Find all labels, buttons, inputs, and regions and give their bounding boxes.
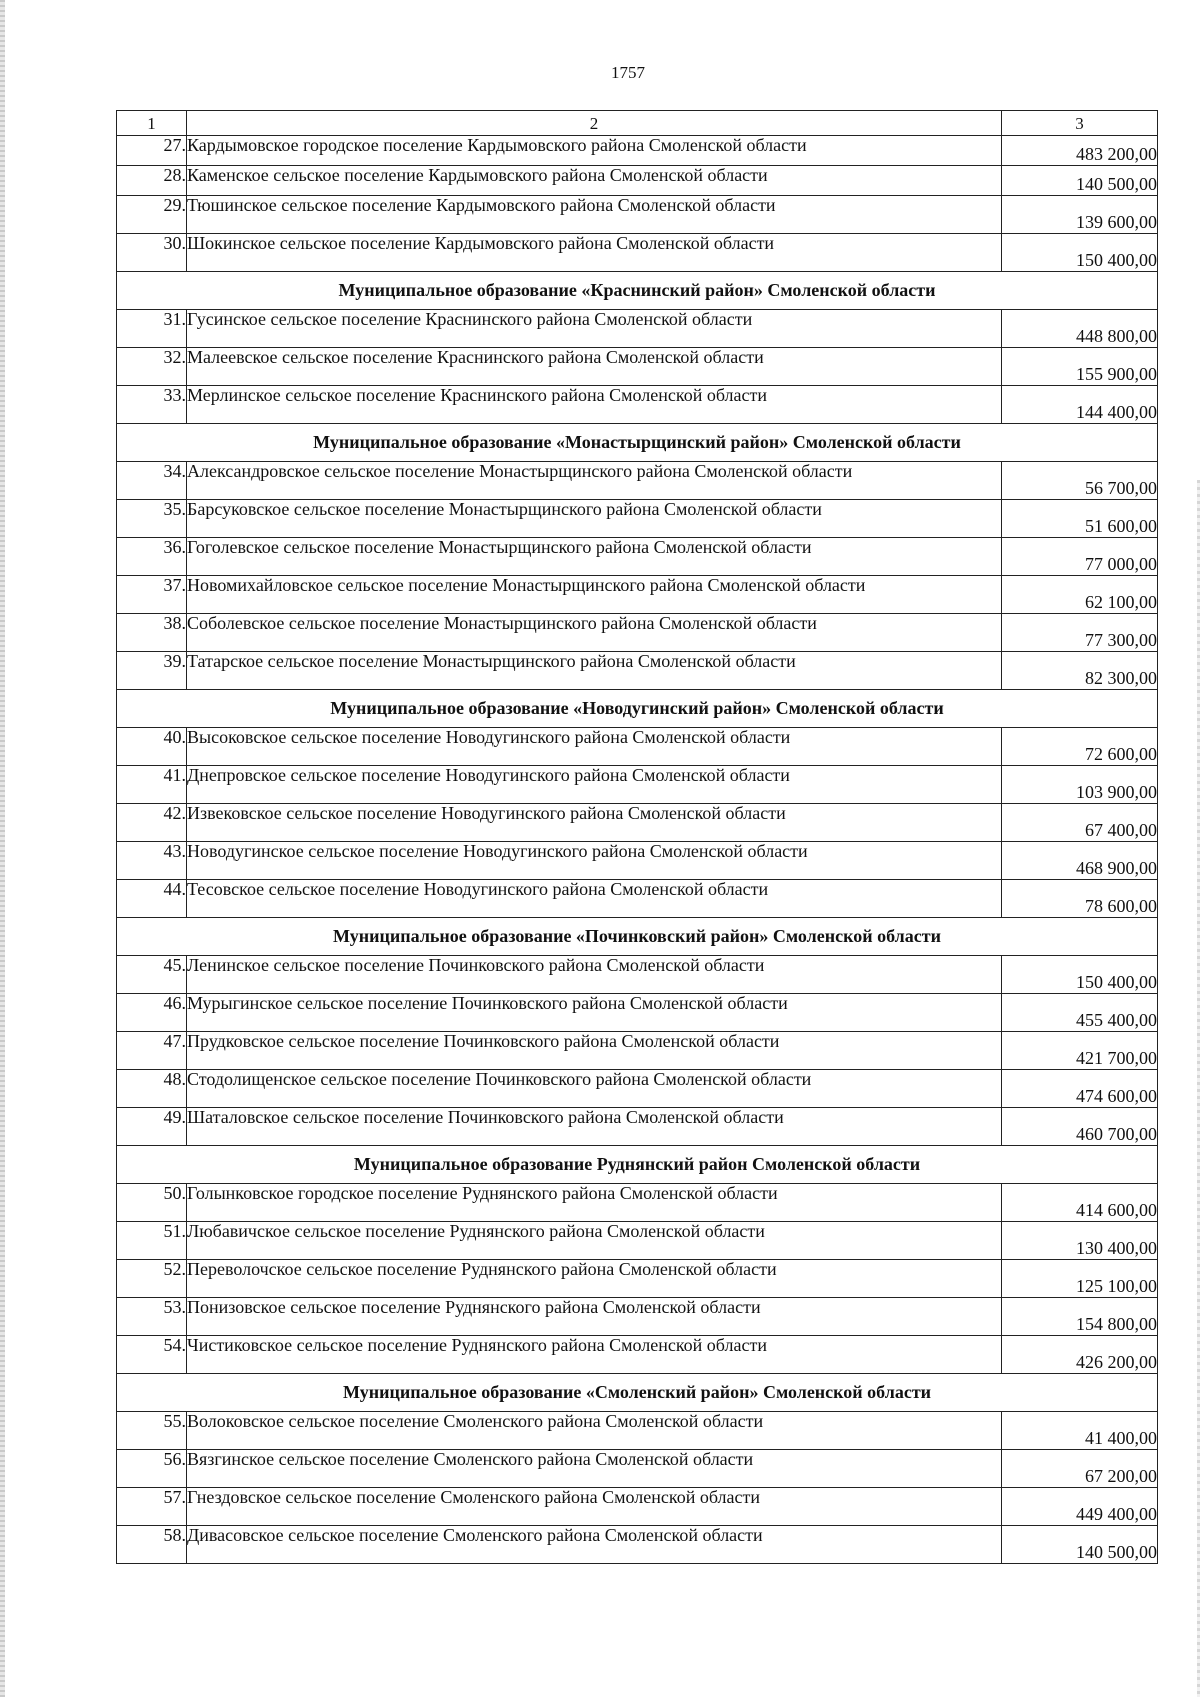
table-header-row [117,111,1158,136]
row-number: 35. [117,500,187,538]
table-row [117,1336,1158,1374]
row-number: 48. [117,1070,187,1108]
amount-value: 77 300,00 [1002,614,1158,652]
section-title: Муниципальное образование «Смоленский район» Смоленской области [117,1374,1158,1412]
table-row [117,196,1158,234]
amount-value: 67 200,00 [1002,1450,1158,1488]
settlement-name: Извековское сельское поселение Новодугинского района Смоленской области [187,804,1002,842]
amount-value: 448 800,00 [1002,310,1158,348]
settlement-name: Тесовское сельское поселение Новодугинского района Смоленской области [187,880,1002,918]
settlement-name: Кардымовское городское поселение Кардымовского района Смоленской области [187,136,1002,166]
settlement-name: Новомихайловское сельское поселение Монастырщинского района Смоленской области [187,576,1002,614]
table-row [117,1298,1158,1336]
section-title: Муниципальное образование «Новодугинский район» Смоленской области [117,690,1158,728]
table-row [117,1450,1158,1488]
settlement-name: Александровское сельское поселение Монастырщинского района Смоленской области [187,462,1002,500]
table-row [117,576,1158,614]
settlement-name: Высоковское сельское поселение Новодугинского района Смоленской области [187,728,1002,766]
amount-value: 460 700,00 [1002,1108,1158,1146]
row-number: 47. [117,1032,187,1070]
row-number: 56. [117,1450,187,1488]
table-row [117,880,1158,918]
section-row [117,424,1158,462]
settlement-name: Волоковское сельское поселение Смоленского района Смоленской области [187,1412,1002,1450]
header-col-2: 2 [187,111,1002,136]
row-number: 45. [117,956,187,994]
table-row [117,386,1158,424]
amount-value: 51 600,00 [1002,500,1158,538]
table-row [117,1260,1158,1298]
settlement-name: Мерлинское сельское поселение Краснинского района Смоленской области [187,386,1002,424]
settlement-name: Вязгинское сельское поселение Смоленского района Смоленской области [187,1450,1002,1488]
row-number: 30. [117,234,187,272]
amount-value: 56 700,00 [1002,462,1158,500]
row-number: 37. [117,576,187,614]
table-row [117,652,1158,690]
table-row [117,136,1158,166]
table-row [117,1222,1158,1260]
settlement-name: Татарское сельское поселение Монастырщинского района Смоленской области [187,652,1002,690]
row-number: 57. [117,1488,187,1526]
row-number: 53. [117,1298,187,1336]
row-number: 36. [117,538,187,576]
amount-value: 62 100,00 [1002,576,1158,614]
row-number: 46. [117,994,187,1032]
section-row [117,1146,1158,1184]
row-number: 51. [117,1222,187,1260]
amount-value: 82 300,00 [1002,652,1158,690]
section-row [117,272,1158,310]
section-title: Муниципальное образование «Краснинский район» Смоленской области [117,272,1158,310]
settlement-name: Малеевское сельское поселение Краснинского района Смоленской области [187,348,1002,386]
row-number: 38. [117,614,187,652]
table-row [117,538,1158,576]
row-number: 27. [117,136,187,166]
settlement-name: Гусинское сельское поселение Краснинского района Смоленской области [187,310,1002,348]
amount-value: 41 400,00 [1002,1412,1158,1450]
header-col-1: 1 [117,111,187,136]
settlement-name: Шокинское сельское поселение Кардымовского района Смоленской области [187,234,1002,272]
table-row [117,956,1158,994]
amount-value: 77 000,00 [1002,538,1158,576]
table-row [117,1032,1158,1070]
settlement-name: Дивасовское сельское поселение Смоленского района Смоленской области [187,1526,1002,1564]
settlement-name: Шаталовское сельское поселение Починковского района Смоленской области [187,1108,1002,1146]
amount-value: 103 900,00 [1002,766,1158,804]
row-number: 40. [117,728,187,766]
table-row [117,728,1158,766]
amount-value: 150 400,00 [1002,956,1158,994]
table-body [117,111,1158,1564]
amount-value: 140 500,00 [1002,166,1158,196]
row-number: 43. [117,842,187,880]
section-row [117,918,1158,956]
table-row [117,1488,1158,1526]
settlement-name: Днепровское сельское поселение Новодугинского района Смоленской области [187,766,1002,804]
amount-value: 150 400,00 [1002,234,1158,272]
amount-value: 78 600,00 [1002,880,1158,918]
settlement-name: Любавичское сельское поселение Руднянского района Смоленской области [187,1222,1002,1260]
table-row [117,766,1158,804]
amount-value: 426 200,00 [1002,1336,1158,1374]
amount-value: 155 900,00 [1002,348,1158,386]
row-number: 31. [117,310,187,348]
settlement-name: Голынковское городское поселение Руднянского района Смоленской области [187,1184,1002,1222]
row-number: 34. [117,462,187,500]
table-row [117,1412,1158,1450]
table-row [117,994,1158,1032]
settlement-name: Мурыгинское сельское поселение Починковского района Смоленской области [187,994,1002,1032]
row-number: 55. [117,1412,187,1450]
amount-value: 67 400,00 [1002,804,1158,842]
row-number: 50. [117,1184,187,1222]
amount-value: 139 600,00 [1002,196,1158,234]
settlement-name: Новодугинское сельское поселение Новодугинского района Смоленской области [187,842,1002,880]
table-row [117,166,1158,196]
row-number: 54. [117,1336,187,1374]
row-number: 44. [117,880,187,918]
row-number: 42. [117,804,187,842]
table-row [117,1184,1158,1222]
table-row [117,234,1158,272]
row-number: 41. [117,766,187,804]
amount-value: 421 700,00 [1002,1032,1158,1070]
table-row [117,842,1158,880]
settlement-name: Прудковское сельское поселение Починковского района Смоленской области [187,1032,1002,1070]
section-title: Муниципальное образование Руднянский район Смоленской области [117,1146,1158,1184]
row-number: 29. [117,196,187,234]
row-number: 28. [117,166,187,196]
header-col-3: 3 [1002,111,1158,136]
amount-value: 414 600,00 [1002,1184,1158,1222]
settlement-name: Гоголевское сельское поселение Монастырщинского района Смоленской области [187,538,1002,576]
section-row [117,1374,1158,1412]
row-number: 32. [117,348,187,386]
settlement-name: Стодолищенское сельское поселение Починковского района Смоленской области [187,1070,1002,1108]
section-row [117,690,1158,728]
settlement-name: Каменское сельское поселение Кардымовского района Смоленской области [187,166,1002,196]
amount-value: 144 400,00 [1002,386,1158,424]
amount-value: 130 400,00 [1002,1222,1158,1260]
amount-value: 483 200,00 [1002,136,1158,166]
settlement-name: Чистиковское сельское поселение Руднянского района Смоленской области [187,1336,1002,1374]
settlement-name: Понизовское сельское поселение Руднянского района Смоленской области [187,1298,1002,1336]
settlement-name: Барсуковское сельское поселение Монастырщинского района Смоленской области [187,500,1002,538]
amount-value: 474 600,00 [1002,1070,1158,1108]
settlement-name: Соболевское сельское поселение Монастырщинского района Смоленской области [187,614,1002,652]
section-title: Муниципальное образование «Починковский район» Смоленской области [117,918,1158,956]
table-row [117,462,1158,500]
amount-value: 468 900,00 [1002,842,1158,880]
amount-value: 72 600,00 [1002,728,1158,766]
scan-edge-left [0,0,5,1697]
row-number: 52. [117,1260,187,1298]
row-number: 39. [117,652,187,690]
table-row [117,614,1158,652]
table-row [117,348,1158,386]
amount-value: 449 400,00 [1002,1488,1158,1526]
amount-value: 455 400,00 [1002,994,1158,1032]
settlement-name: Гнездовское сельское поселение Смоленского района Смоленской области [187,1488,1002,1526]
amount-value: 125 100,00 [1002,1260,1158,1298]
section-title: Муниципальное образование «Монастырщинский район» Смоленской области [117,424,1158,462]
page-number: 1757 [611,63,645,82]
settlement-name: Переволочское сельское поселение Руднянского района Смоленской области [187,1260,1002,1298]
table-row [117,500,1158,538]
allocation-table [116,110,1158,1564]
row-number: 33. [117,386,187,424]
settlement-name: Ленинское сельское поселение Починковского района Смоленской области [187,956,1002,994]
table-row [117,1070,1158,1108]
table-row [117,1526,1158,1564]
table-row [117,310,1158,348]
settlement-name: Тюшинское сельское поселение Кардымовского района Смоленской области [187,196,1002,234]
table-row [117,804,1158,842]
amount-value: 140 500,00 [1002,1526,1158,1564]
row-number: 58. [117,1526,187,1564]
table-row [117,1108,1158,1146]
row-number: 49. [117,1108,187,1146]
amount-value: 154 800,00 [1002,1298,1158,1336]
